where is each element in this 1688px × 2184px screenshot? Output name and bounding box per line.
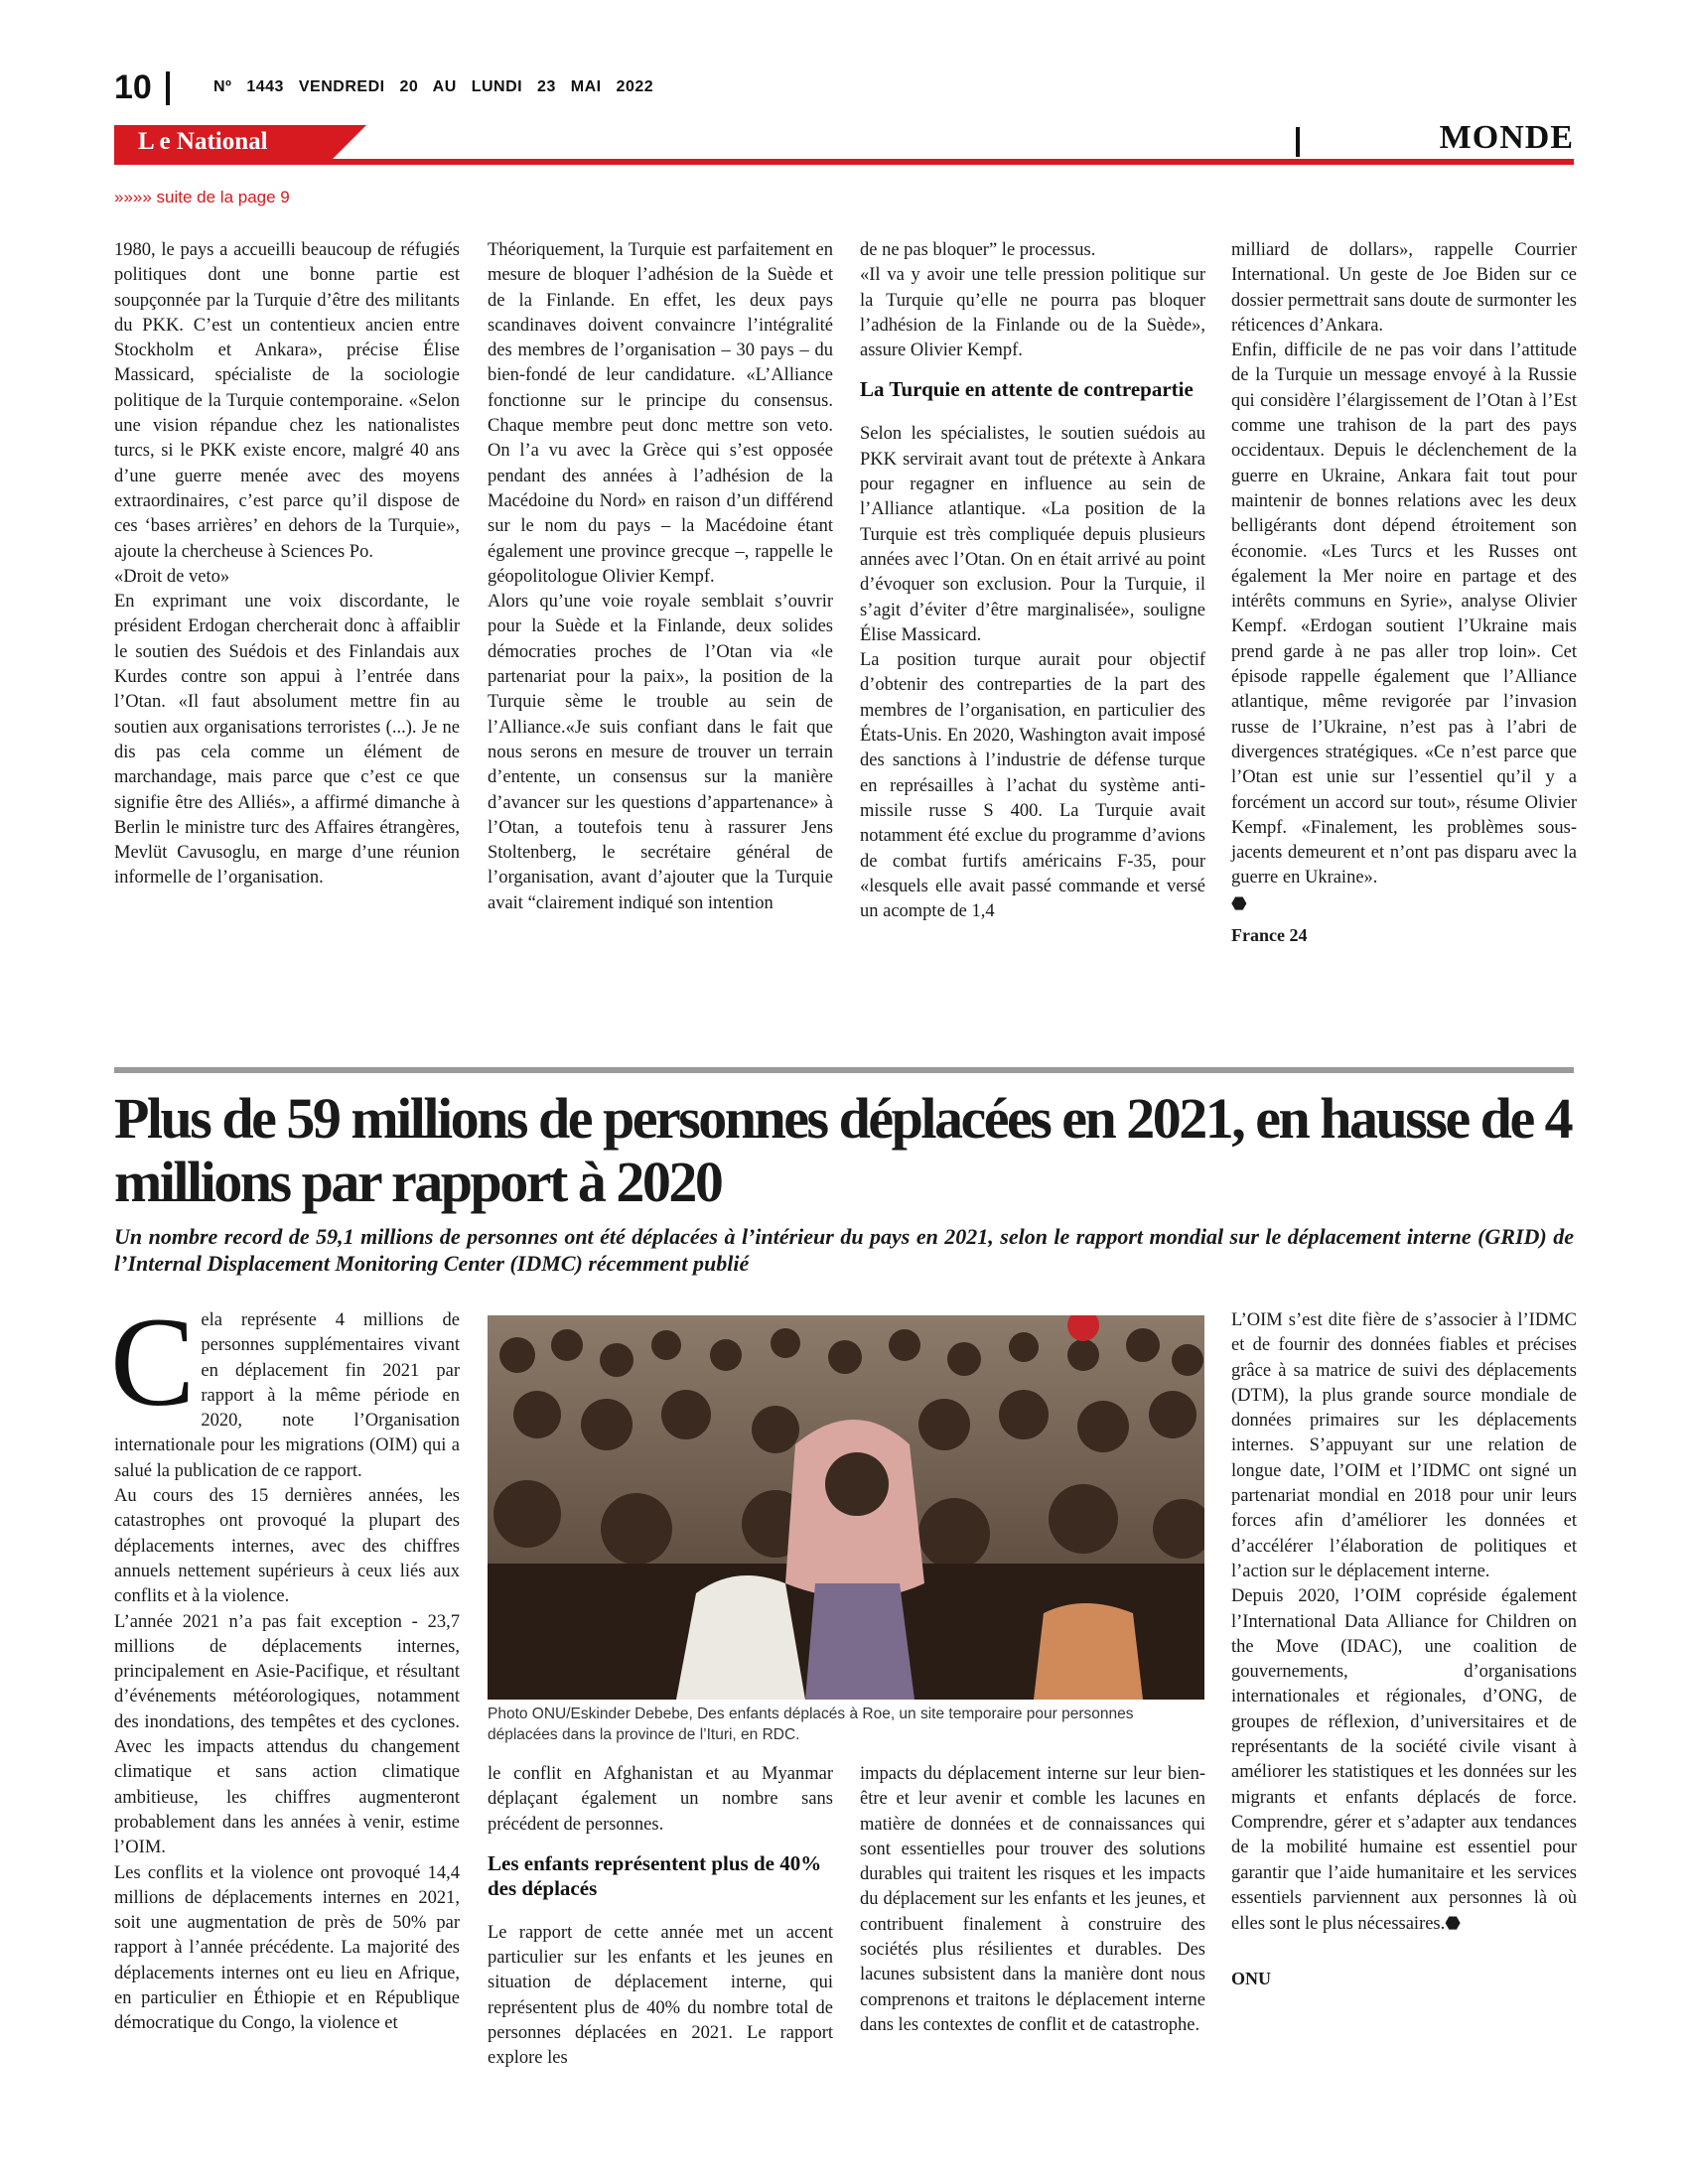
paragraph: L’année 2021 n’a pas fait exception - 23,7 millions de déplacements internes, principalement en Asie-Pacifique, et résultant d’événements météorologiques, notamment des inondations, des tempêtes et des cyclones. Avec les impacts attendus du changement climatique et sans action climatique ambitieuse, les chiffres augmenteront probablement dans les années à venir, estime l’OIM.: [114, 1611, 460, 1858]
article-divider: [114, 1067, 1574, 1073]
top-article-column-4: [1231, 238, 1577, 948]
main-article-column-3: [860, 1762, 1205, 2038]
photo-crowd-illustration: [488, 1315, 1204, 1700]
paragraph-text: Depuis 2020, l’OIM copréside également l’International Data Alliance for Children on the Move (IDAC), une coalition de gouvernements, d’organisations internationales et régionales, d’ONG, de groupes de réflexion, d’universitaires et de représentants de la société civile visant à améliorer les statistiques et les données sur les migrants et enfants déplacés de force. Comprendre, gérer et s’adapter aux tendances de la mobilité humaine est essentiel pour garantir que l’aide humanitaire et les services essentiels parviennent aux personnes là où elles sont le plus nécessaires.: [1231, 1586, 1577, 1935]
page-number-divider: [166, 71, 170, 105]
main-article-column-1: [110, 1292, 460, 2037]
brand-band: [114, 119, 1574, 167]
continued-from-link[interactable]: »»»» suite de la page 9: [114, 188, 290, 206]
subheading: Les enfants représentent plus de 40% des déplacés: [488, 1850, 822, 1900]
brand-name: L e National: [138, 128, 268, 155]
paragraph: «Il va y avoir une telle pression politique sur la Turquie qu’elle ne pourra pas bloquer l’adhésion de la Finlande ou de la Suède», assure Olivier Kempf.: [860, 265, 1205, 361]
main-article-column-4: [1231, 1308, 1577, 1992]
paragraph: Les conflits et la violence ont provoqué 14,4 millions de déplacements internes en 2021, soit une augmentation de près de 50% par rapport à l’année précédente. La majorité des déplacements internes ont eu lieu en Afrique, en particulier en Éthiopie et en République démocratique du Congo, la violence et: [114, 1862, 460, 2034]
paragraph: impacts du déplacement interne sur leur bien-être et leur avenir et comble les lacunes en matière de données et de connaissances qui sont essentielles pour trouver des solutions durables qui traitent les risques et les impacts du déplacement sur les enfants et les jeunes, et contribuent finalement à construire des sociétés plus résilientes et durables. Des lacunes subsistent dans la manière dont nous comprenons et traitons le déplacement interne dans les contextes de conflit et de catastrophe.: [860, 1764, 1205, 2035]
masthead-row: [114, 68, 1574, 107]
brand-logo: [114, 125, 333, 159]
brand-logo-corner: [333, 125, 366, 159]
paragraph: [1231, 339, 1577, 917]
article-photo: [488, 1315, 1204, 1700]
drop-cap: C: [110, 1292, 196, 1433]
paragraph: le conflit en Afghanistan et au Myanmar déplaçant également un nombre sans précédent de personnes.: [488, 1764, 833, 1835]
paragraph: 1980, le pays a accueilli beaucoup de réfugiés politiques dont une bonne partie est soupçonnée par la Turquie d’être des militants du PKK. C’est un contentieux ancien entre Stockholm et Ankara», précise Élise Massicard, spécialiste de la sociologie politique de la Turquie contemporaine. «Selon une vision répandue chez les nationalistes turcs, si le PKK existe encore, malgré 40 ans d’une guerre menée avec des moyens extraordinaires, c’est parce qu’il dispose de ces ‘bases arrières’ en dehors de la Turquie», ajoute la chercheuse à Sciences Po.: [114, 240, 460, 562]
section-divider: [1296, 127, 1300, 157]
top-article-column-3: [860, 238, 1205, 924]
photo-caption: Photo ONU/Eskinder Debebe, Des enfants déplacés à Roe, un site temporaire pour personnes déplacées dans la province de l’Ituri, en RDC.: [488, 1706, 1134, 1743]
paragraph-text: Enfin, difficile de ne pas voir dans l’attitude de la Turquie un message envoyé à la Russie qui considère l’élargissement de l’Otan à l’Est comme une trahison de la part des pays occidentaux. Depuis le déclenchement de la guerre en Ukraine, Ankara fait tout pour maintenir de bonnes relations avec les deux belligérants dont dépend étroitement son économie. «Les Turcs et les Russes ont également la Mer noire en partage et des intérêts communs en Syrie», analyse Olivier Kempf. «Erdogan soutient l’Ukraine mais prend garde à ne pas aller trop loin». Cet épisode rappelle également que l’Alliance atlantique, même revigorée par l’invasion russe de l’Ukraine, n’est pas à l’abri de divergences stratégiques. «Ce n’est parce que l’Otan est unie sur l’essentiel qu’il y a forcément un accord sur tout», résume Olivier Kempf. «Finalement, les problèmes sous-jacents demeurent et n’ont pas disparu avec la guerre en Ukraine».: [1231, 341, 1577, 888]
paragraph: La position turque aurait pour objectif d’obtenir des contreparties de la part des membres de l’organisation, en particulier des États-Unis. En 2020, Washington avait imposé des sanctions à l’industrie de défense turque en représailles à l’achat du système anti-missile russe S 400. La Turquie avait notamment été exclue du programme d’avions de combat furtifs américains F-35, pour «lesquels elle avait passé commande et versé un acompte de 1,4: [860, 650, 1205, 922]
subheading: La Turquie en attente de contrepartie: [860, 377, 1194, 402]
top-article-column-2: [488, 238, 833, 916]
paragraph: L’OIM s’est dite fière de s’associer à l’IDMC et de fournir des données fiables et précises grâce à sa matrice de suivi des déplacements (DTM), la plus grande source mondiale de données primaires sur les déplacements internes. S’appuyant sur une relation de longue date, l’OIM et l’IDMC ont signé un partenariat mondial en 2018 pour unir leurs forces afin d’améliorer les données et d’accélérer l’élaboration de politiques et l’action sur le déplacement interne.: [1231, 1310, 1577, 1581]
paragraph: [110, 1292, 460, 1484]
header-rule: [114, 159, 1574, 165]
paragraph: Le rapport de cette année met un accent particulier sur les enfants et les jeunes en situation de déplacement interne, qui représentent plus de 40% du nombre total de personnes déplacées en 2021. Le rapport explore les: [488, 1922, 833, 2069]
main-article-column-2: [488, 1762, 833, 2072]
page-number: 10: [114, 68, 152, 106]
paragraph: Selon les spécialistes, le soutien suédois au PKK servirait avant tout de prétexte à Ankara pour regagner en influence au sein de l’Alliance atlantique. «La position de la Turquie est très compliquée depuis plusieurs années avec l’Otan. On en était arrivé au point d’évoquer son exclusion. Pour la Turquie, il s’agit d’éviter d’être marginalisée», souligne Élise Massicard.: [860, 424, 1205, 645]
end-of-article-icon: ⬣: [1231, 892, 1247, 913]
section-title: MONDE: [1439, 119, 1574, 156]
top-article-column-1: [114, 238, 460, 891]
paragraph: Théoriquement, la Turquie est parfaitement en mesure de bloquer l’adhésion de la Suède et de la Finlande. En effet, les deux pays scandinaves doivent convaincre l’intégralité des membres de l’organisation – 30 pays – du bien-fondé de leur candidature. «L’Alliance fonctionne sur le principe du consensus. Chaque membre peut donc mettre son veto. On l’a vu avec la Grèce qui s’est opposée pendant des années à l’adhésion de la Macédoine du Nord» en raison d’un différend sur le nom du pays – la Macédoine étant également une province grecque –, rappelle le géopolitologue Olivier Kempf.: [488, 240, 833, 587]
main-headline: Plus de 59 millions de personnes déplacées en 2021, en hausse de 4 millions par rapport à 2020: [114, 1086, 1572, 1214]
paragraph-text: ela représente 4 millions de personnes supplémentaires vivant en déplacement fin 2021 par rapport à la même période en 2020, note l’Organisation internationale pour les migrations (OIM) qui a salué la publication de ce rapport.: [114, 1310, 460, 1481]
paragraph: milliard de dollars», rappelle Courrier International. Un geste de Joe Biden sur ce dossier permettrait sans doute de surmonter les réticences d’Ankara.: [1231, 240, 1577, 336]
paragraph: Alors qu’une voie royale semblait s’ouvrir pour la Suède et la Finlande, deux solides démocraties proches de l’Otan via «le partenariat pour la paix», la position de la Turquie sème le trouble au sein de l’Alliance.«Je suis confiant dans le fait que nous serons en mesure de trouver un terrain d’entente, un consensus sur la manière d’avancer sur les questions d’appartenance» à l’Otan, a toutefois tenu à rassurer Jens Stoltenberg, le secrétaire général de l’organisation, avant d’ajouter que la Turquie avait “clairement indiqué son intention: [488, 592, 833, 913]
end-of-article-icon: ⬣: [1445, 1913, 1461, 1934]
issue-date-line: Nº 1443 VENDREDI 20 AU LUNDI 23 MAI 2022: [213, 78, 654, 95]
article-source: ONU: [1231, 1969, 1271, 1989]
paragraph: En exprimant une voix discordante, le président Erdogan chercherait donc à affaiblir le soutien des Suédois et des Finlandais aux Kurdes contre son appui à l’entrée dans l’Otan. «Il faut absolument mettre fin au soutien aux organisations terroristes (...). Je ne dis pas cela comme un élément de marchandage, mais parce que c’est ce que signifie être des Alliés», a affirmé dimanche à Berlin le ministre turc des Affaires étrangères, Mevlüt Cavusoglu, en marge d’une réunion informelle de l’organisation.: [114, 592, 460, 888]
paragraph: [1231, 1584, 1577, 1937]
subhead-quote: «Droit de veto»: [114, 566, 230, 587]
article-source: France 24: [1231, 925, 1308, 946]
paragraph: de ne pas bloquer” le processus.: [860, 240, 1096, 260]
paragraph: Au cours des 15 dernières années, les catastrophes ont provoqué la plupart des déplacements internes, avec des chiffres annuels nettement supérieurs à ceux liés aux conflits et à la violence.: [114, 1486, 460, 1607]
standfirst: Un nombre record de 59,1 millions de personnes ont été déplacées à l’intérieur du pays en 2021, selon le rapport mondial sur le déplacement interne (GRID) de l’Internal Displacement Monitoring Center (IDMC) récemment publié: [114, 1224, 1574, 1276]
